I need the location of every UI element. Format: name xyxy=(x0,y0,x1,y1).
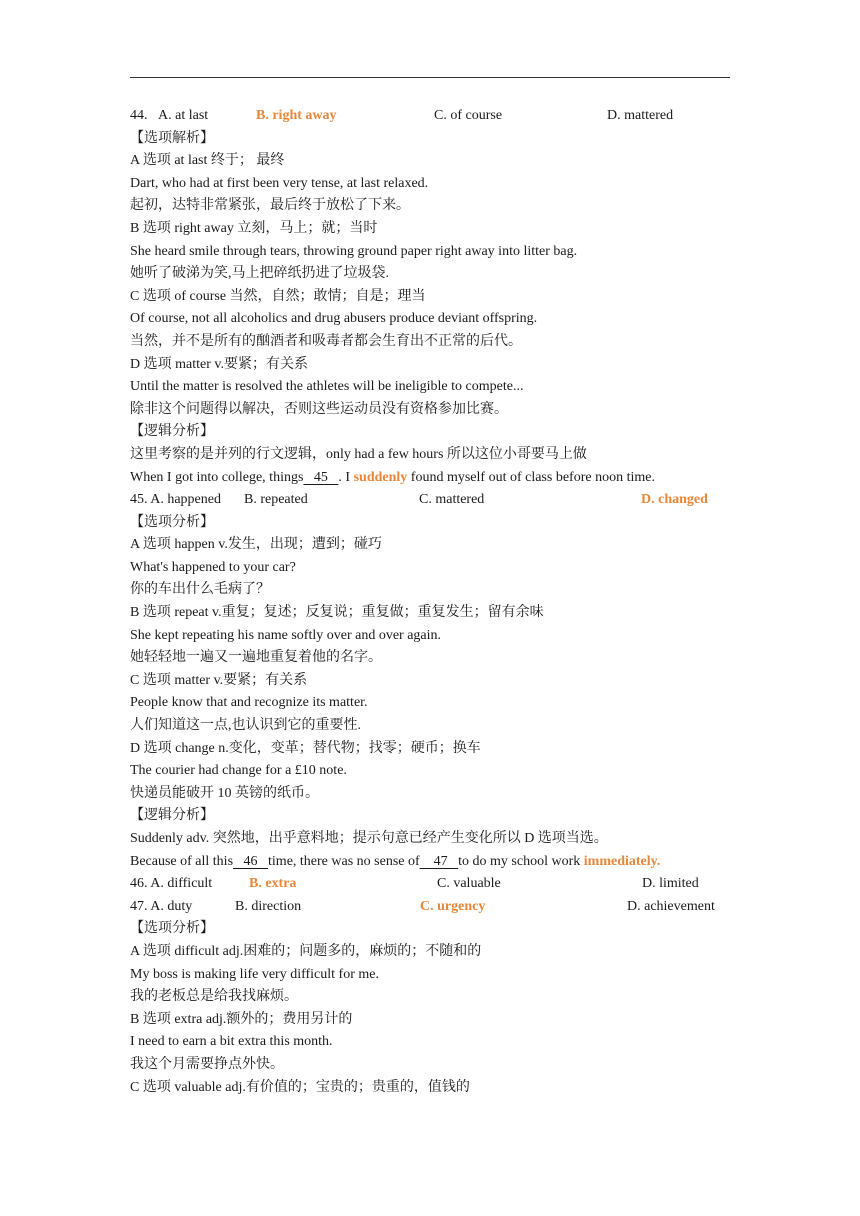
question-45-options xyxy=(130,489,730,512)
s45-a-def-text: A 选项 happen v.发生，出现；遭到；碰巧 xyxy=(130,537,382,553)
s44-d-en xyxy=(130,376,730,399)
option-44-c: C. of course xyxy=(434,108,503,123)
s45-hdr2 xyxy=(130,805,730,828)
s44-c-en-text: Of course, not all alcoholics and drug abusers produce deviant offspring. xyxy=(130,311,538,327)
s45-d-def-text: D 选项 change n.变化，变革；替代物；找零；硬币；换车 xyxy=(130,740,481,756)
s45-c-def xyxy=(130,670,730,693)
s45-d-en-text: The courier had change for a £10 note. xyxy=(130,763,347,779)
s46-hdr1 xyxy=(130,918,730,941)
s45-logic-text: Suddenly adv. 突然地，出乎意料地；提示句意已经产生变化所以 D 选项当选。 xyxy=(130,831,608,846)
s45-hdr1 xyxy=(130,512,730,535)
s44-logic-text: 这里考察的是并列的行文逻辑，only had a few hours 所以这位小哥要马上做 xyxy=(130,446,587,462)
s45-hdr2-text: 【逻辑分析】 xyxy=(130,808,214,824)
passage-45-part1: When I got into college, things xyxy=(130,469,304,485)
s44-d-en-text: Until the matter is resolved the athletes will be ineligible to compete... xyxy=(130,379,524,395)
s45-b-def-text: B 选项 repeat v.重复；复述；反复说；重复做；重复发生；留有余味 xyxy=(130,605,544,621)
document-body xyxy=(130,105,730,1099)
s44-a-def xyxy=(130,150,730,173)
passage-45-part2: . I xyxy=(338,469,354,485)
option-47-a: 47. A. duty xyxy=(130,898,193,914)
passage-46-part3: to do my school work xyxy=(458,853,584,869)
option-45-d: D. changed xyxy=(641,492,708,508)
s45-a-zh-text: 你的车出什么毛病了？ xyxy=(130,582,270,598)
s45-d-zh-text: 快递员能破开 10 英镑的纸币。 xyxy=(130,785,319,801)
s46-hdr1-text: 【选项分析】 xyxy=(130,921,214,937)
blank-45: 45 xyxy=(303,469,339,485)
option-47-d: D. achievement xyxy=(627,898,715,914)
keyword-suddenly: suddenly xyxy=(353,469,408,485)
passage-46-part2: time, there was no sense of xyxy=(268,853,420,869)
s46-b-zh-text: 我这个月需要挣点外快。 xyxy=(130,1056,284,1072)
s46-a-def xyxy=(130,941,730,964)
s44-b-def-text: B 选项 right away 立刻，马上；就；当时 xyxy=(130,220,378,236)
s44-c-def xyxy=(130,286,730,309)
option-45-c: C. mattered xyxy=(419,492,485,508)
s44-c-en xyxy=(130,308,730,331)
blank-46: 46 xyxy=(233,853,269,869)
s44-b-zh xyxy=(130,263,730,286)
s44-c-def-text: C 选项 of course 当然，自然；敢情；自是；理当 xyxy=(130,288,426,304)
s45-d-def xyxy=(130,738,730,761)
s45-a-en-text: What's happened to your car? xyxy=(130,559,296,575)
question-44-number: 44. xyxy=(130,108,148,123)
s44-c-zh xyxy=(130,331,730,354)
s45-a-def xyxy=(130,534,730,557)
s46-b-en xyxy=(130,1031,730,1054)
option-44-b: B. right away xyxy=(256,108,337,123)
s44-hdr1-text: 【选项解析】 xyxy=(130,130,214,146)
option-47-b: B. direction xyxy=(235,898,302,914)
option-44-a: A. at last xyxy=(158,108,209,123)
s46-c-def-text: C 选项 valuable adj.有价值的；宝贵的；贵重的，值钱的 xyxy=(130,1079,470,1095)
s44-a-en xyxy=(130,173,730,196)
question-46-options xyxy=(130,873,730,896)
passage-45-part3: found myself out of class before noon time. xyxy=(407,469,655,485)
s45-b-zh-text: 她轻轻地一遍又一遍地重复着他的名字。 xyxy=(130,650,382,666)
s46-a-en xyxy=(130,964,730,987)
option-45-b: B. repeated xyxy=(244,492,308,508)
s46-a-def-text: A 选项 difficult adj.困难的；问题多的，麻烦的；不随和的 xyxy=(130,943,482,959)
s45-b-en xyxy=(130,625,730,648)
option-44-d: D. mattered xyxy=(607,108,674,123)
s45-hdr1-text: 【选项分析】 xyxy=(130,514,214,530)
s44-a-def-text: A 选项 at last 终于； 最终 xyxy=(130,153,285,169)
option-46-a: 46. A. difficult xyxy=(130,876,213,892)
s46-b-zh xyxy=(130,1054,730,1077)
s46-a-en-text: My boss is making life very difficult for me. xyxy=(130,966,379,982)
passage-46-part1: Because of all this xyxy=(130,853,234,869)
s45-c-en-text: People know that and recognize its matter. xyxy=(130,695,368,711)
s45-c-zh-text: 人们知道这一点,也认识到它的重要性. xyxy=(130,718,361,734)
s44-hdr1 xyxy=(130,128,730,151)
s45-b-en-text: She kept repeating his name softly over and over again. xyxy=(130,627,442,643)
blank-47: 47 xyxy=(419,853,459,869)
s44-a-zh-text: 起初，达特非常紧张，最后终于放松了下来。 xyxy=(130,198,410,214)
option-46-d: D. limited xyxy=(642,876,699,892)
s44-a-zh xyxy=(130,195,730,218)
question-44-options xyxy=(130,105,730,128)
passage-46-47 xyxy=(130,851,730,874)
s46-b-en-text: I need to earn a bit extra this month. xyxy=(130,1034,333,1050)
s44-logic xyxy=(130,444,730,467)
s45-a-en xyxy=(130,557,730,580)
option-46-b: B. extra xyxy=(249,876,297,892)
s46-b-def-text: B 选项 extra adj.额外的；费用另计的 xyxy=(130,1011,353,1027)
s46-a-zh xyxy=(130,986,730,1009)
s46-c-def xyxy=(130,1077,730,1100)
s44-b-zh-text: 她听了破涕为笑,马上把碎纸扔进了垃圾袋. xyxy=(130,266,389,282)
s45-a-zh xyxy=(130,579,730,602)
s45-b-def xyxy=(130,602,730,625)
s44-b-en-text: She heard smile through tears, throwing ground paper right away into litter bag. xyxy=(130,243,578,259)
header-rule xyxy=(130,77,730,78)
s46-a-zh-text: 我的老板总是给我找麻烦。 xyxy=(130,989,298,1005)
s45-c-en xyxy=(130,692,730,715)
s46-b-def xyxy=(130,1009,730,1032)
s44-d-zh-text: 除非这个问题得以解决，否则这些运动员没有资格参加比赛。 xyxy=(130,401,508,417)
s44-hdr2-text: 【逻辑分析】 xyxy=(130,424,214,440)
s45-d-en xyxy=(130,760,730,783)
s44-hdr2 xyxy=(130,421,730,444)
keyword-immediately: immediately. xyxy=(583,853,661,869)
s44-d-def-text: D 选项 matter v.要紧；有关系 xyxy=(130,356,308,372)
option-47-c: C. urgency xyxy=(420,898,486,914)
s44-b-def xyxy=(130,218,730,241)
s45-d-zh xyxy=(130,783,730,806)
s45-b-zh xyxy=(130,647,730,670)
s44-a-en-text: Dart, who had at first been very tense, at last relaxed. xyxy=(130,175,429,191)
s44-d-def xyxy=(130,354,730,377)
s45-logic xyxy=(130,828,730,851)
question-47-options xyxy=(130,896,730,919)
s44-c-zh-text: 当然，并不是所有的酗酒者和吸毒者都会生育出不正常的后代。 xyxy=(130,333,522,349)
option-46-c: C. valuable xyxy=(437,876,501,892)
passage-45 xyxy=(130,467,730,490)
option-45-a: 45. A. happened xyxy=(130,492,221,508)
s44-d-zh xyxy=(130,399,730,422)
s45-c-def-text: C 选项 matter v.要紧；有关系 xyxy=(130,672,308,688)
s44-b-en xyxy=(130,241,730,264)
s45-c-zh xyxy=(130,715,730,738)
